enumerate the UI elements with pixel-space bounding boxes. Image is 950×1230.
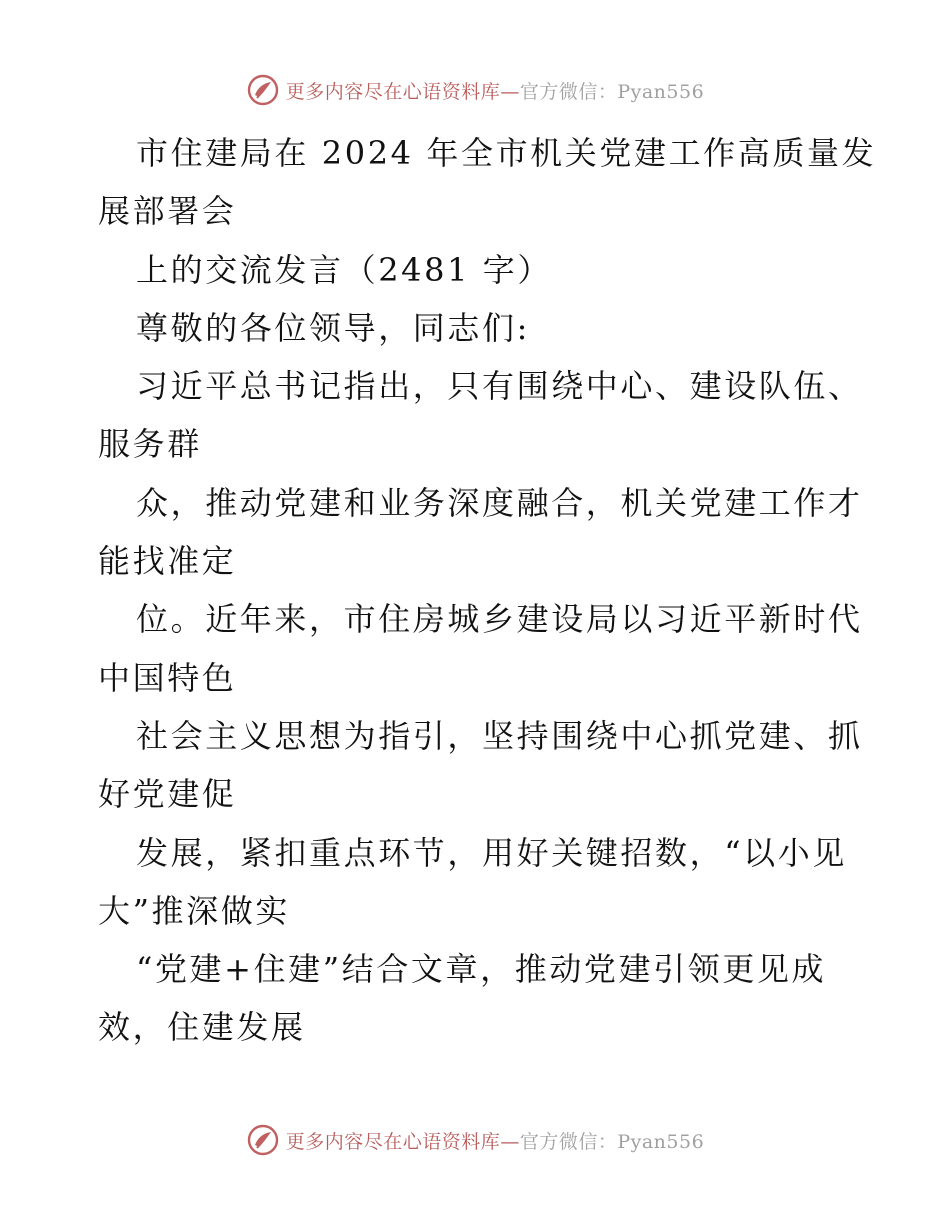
paragraph-line: 能找准定 bbox=[98, 542, 237, 581]
header-wechat-label: 官方微信： bbox=[519, 80, 618, 103]
paragraph-line: “党建+住建”结合文章，推动党建引领更见成 bbox=[136, 950, 827, 989]
paragraph-line: 市住建局在 2024 年全市机关党建工作高质量发 bbox=[136, 134, 877, 172]
paragraph-line: 大”推深做实 bbox=[98, 891, 290, 930]
paragraph-line: 效，住建发展 bbox=[98, 1008, 306, 1047]
paragraph-line: 尊敬的各位领导，同志们: bbox=[136, 308, 530, 347]
paragraph-line: 位。近年来，市住房城乡建设局以习近平新时代 bbox=[136, 600, 863, 639]
paragraph-line: 好党建促 bbox=[98, 775, 237, 814]
paragraph-line: 服务群 bbox=[98, 425, 202, 464]
document-body bbox=[98, 124, 877, 1057]
paragraph-line: 中国特色 bbox=[98, 658, 237, 697]
footer-banner bbox=[0, 1120, 950, 1160]
paragraph-line: 发展，紧扣重点环节，用好关键招数，“以小见 bbox=[136, 833, 847, 872]
header-banner-content bbox=[246, 73, 704, 107]
header-banner bbox=[0, 70, 950, 110]
footer-wechat-id: Pyan556 bbox=[617, 1130, 705, 1153]
footer-separator: — bbox=[500, 1130, 520, 1153]
header-wechat-id: Pyan556 bbox=[617, 80, 705, 103]
footer-banner-content bbox=[246, 1123, 704, 1157]
footer-wechat-label: 官方微信： bbox=[519, 1130, 618, 1153]
paragraph-line: 展部署会 bbox=[98, 192, 237, 231]
header-banner-text bbox=[286, 77, 704, 104]
header-promo-text: 更多内容尽在心语资料库 bbox=[285, 80, 501, 103]
footer-promo-text: 更多内容尽在心语资料库 bbox=[285, 1130, 501, 1153]
paragraph-line: 上的交流发言（2481 字） bbox=[136, 250, 553, 289]
paragraph-line: 习近平总书记指出，只有围绕中心、建设队伍、 bbox=[136, 367, 863, 406]
brand-logo-icon bbox=[246, 73, 280, 107]
paragraph-line: 众，推动党建和业务深度融合，机关党建工作才 bbox=[136, 483, 863, 522]
header-separator: — bbox=[500, 80, 520, 103]
footer-banner-text bbox=[286, 1127, 704, 1154]
paragraph-line: 社会主义思想为指引，坚持围绕中心抓党建、抓 bbox=[136, 716, 863, 755]
brand-logo-icon bbox=[246, 1123, 280, 1157]
